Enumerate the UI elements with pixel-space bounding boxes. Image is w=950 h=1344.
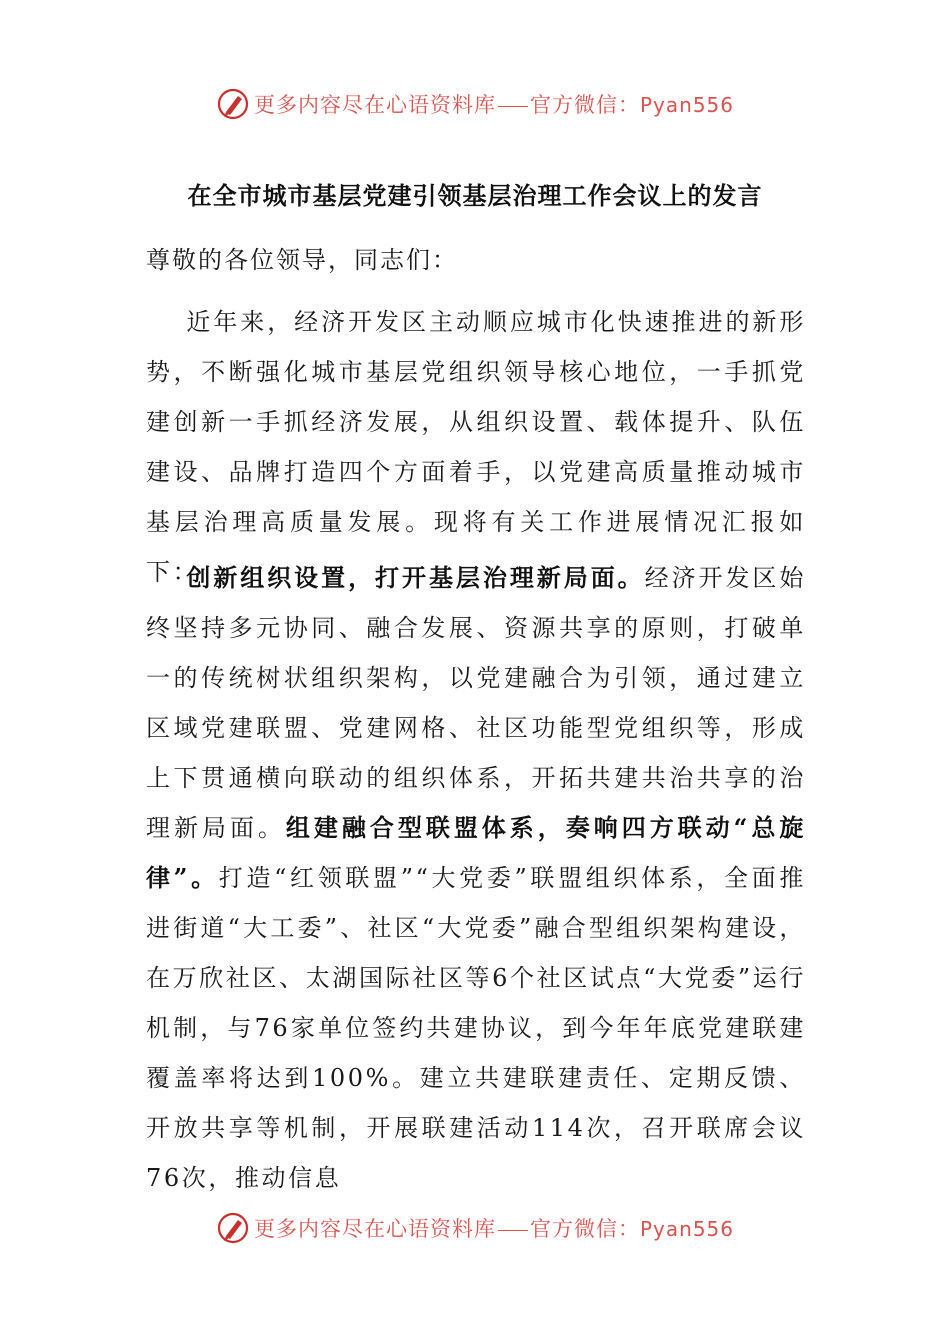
banner-text: 更多内容尽在心语资料库 官方微信：Pyan556 — [253, 1217, 734, 1241]
footer-watermark-banner — [0, 1208, 950, 1248]
salutation: 尊敬的各位领导，同志们： — [146, 246, 458, 274]
paragraph-intro: 近年来，经济开发区主动顺应城市化快速推进的新形势，不断强化城市基层党组织领导核心地位，一手抓党建创新一手抓经济发展，从组织设置、载体提升、队伍建设、品牌打造四个方面着手，以党建高质量推动城市基层治理高质量发展。现将有关工作进展情况汇报如下： — [146, 308, 806, 586]
pen-logo-icon — [216, 87, 250, 121]
pen-logo-icon — [216, 1211, 250, 1245]
document-title: 在全市城市基层党建引领基层治理工作会议上的发言 — [187, 181, 763, 210]
section-1-heading: 创新组织设置，打开基层治理新局面。 — [186, 563, 645, 592]
banner-text: 更多内容尽在心语资料库 官方微信：Pyan556 — [253, 93, 734, 117]
header-watermark-banner — [0, 84, 950, 124]
subsection-1-heading: 组建融合型联盟体系，奏响四方联动“总旋律”。 — [146, 813, 807, 892]
subsection-1-text: 打造“红领联盟”“大党委”联盟组织体系，全面推进街道“大工委”、社区“大党委”融合型组织架构建设，在万欣社区、太湖国际社区等6个社区试点“大党委”运行机制，与76家单位签约共建协议，到今年年底党建联建覆盖率将达到100%。建立共建联建责任、定期反馈、开放共享等机制，开展联建活动114次，召开联席会议76次，推动信息 — [146, 864, 806, 1192]
section-1-text: 经济开发区始终坚持多元协同、融合发展、资源共享的原则，打破单一的传统树状组织架构，以党建融合为引领，通过建立区域党建联盟、党建网格、社区功能型党组织等，形成上下贯通横向联动的组织体系，开拓共建共治共享的治理新局面。 — [146, 564, 806, 842]
paragraph-section-1 — [146, 553, 806, 1203]
